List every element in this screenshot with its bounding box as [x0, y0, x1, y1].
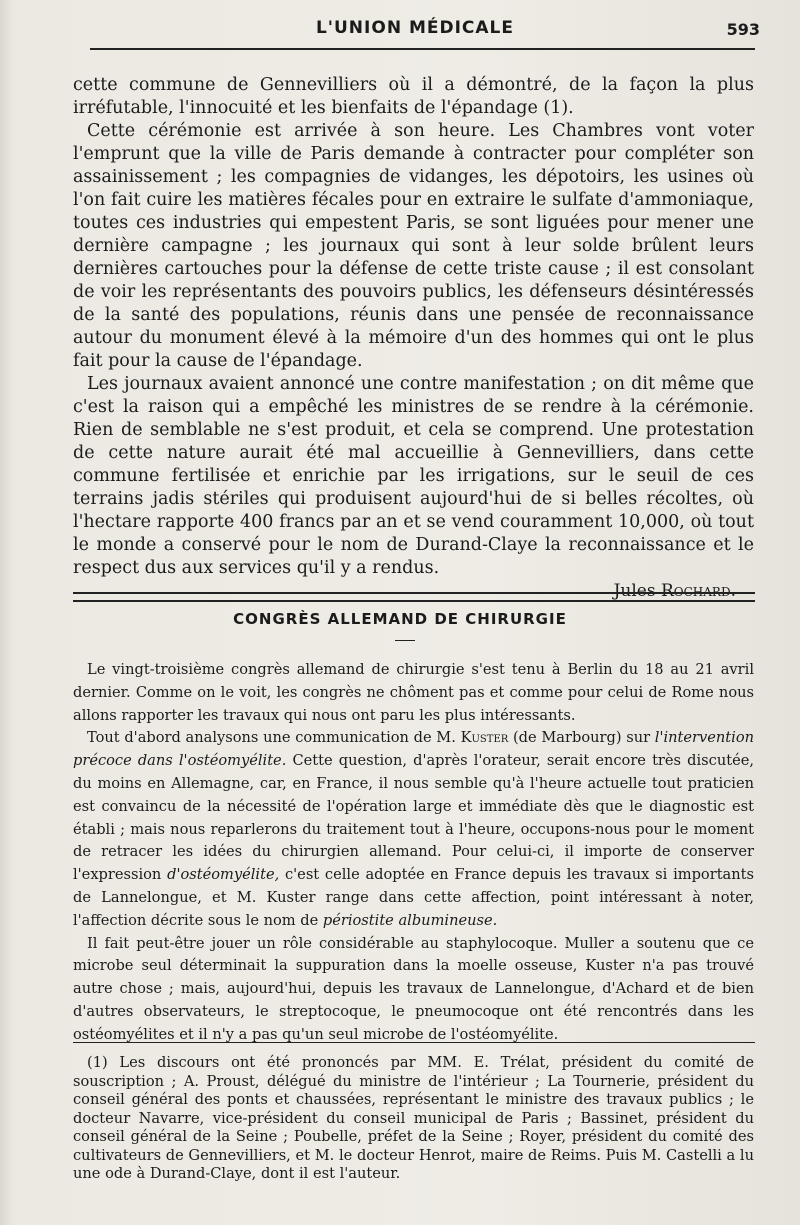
article-body	[73, 74, 754, 603]
title-underline	[395, 640, 415, 641]
footnote-rule	[73, 1042, 755, 1043]
paragraph: Le vingt-troisième congrès allemand de chirurgie s'est tenu à Berlin du 18 au 21 avril dernier. Comme on le voit, les congrès ne chôment pas et comme pour celui de Rome nous allons rapporter les travaux qui nous ont paru les plus intéressants.	[73, 661, 754, 724]
paragraph: Cette cérémonie est arrivée à son heure. Les Chambres vont voter l'emprunt que la ville de Paris demande à contracter pour compléter son assainissement ; les compagnies de vidanges, les dépotoirs, les usines où l'on fait cuire les matières fécales pour en extraire le sulfate d'ammoniaque, toutes ces industries qui empestent Paris, se sont liguées pour mener une dernière campagne ; les journaux qui sont à leur solde brûlent leurs dernières cartouches pour la défense de cette triste cause ; il est consolant de voir les représentants des pouvoirs publics, les défenseurs désintéressés de la santé des populations, réunis dans une pensée de reconnaissance autour du monument élevé à la mémoire d'un des hommes qui ont le plus fait pour la cause de l'épandage.	[73, 121, 754, 371]
italic-term: périostite albumineuse.	[322, 911, 498, 929]
paragraph: Les journaux avaient annoncé une contre manifestation ; on dit même que c'est la raison qui a empêché les ministres de se rendre à la cérémonie. Rien de semblable ne s'est produit, et cela se comprend. Une protestation de cette nature aurait été mal accueillie à Gennevilliers, dans cette commune fertilisée et enrichie par les irrigations, sur le seuil de ces terrains jadis stériles qui produisent aujourd'hui de si belles récoltes, où l'hectare rapporte 400 francs par an et se vend couramment 10,000, où tout le monde a conservé pour le nom de Durand-Claye la reconnaissance et le respect dus aux services qu'il y a rendus.	[73, 374, 754, 578]
italic-term: d'ostéomyélite,	[167, 866, 280, 884]
signature-first-name: Jules	[613, 581, 656, 601]
text-run: c'est celle adoptée en France depuis les travaux si importants de Lannelongue, et M. Kuster range dans cette affection, point intéressant à noter, l'affection décrite sous le nom de	[73, 866, 755, 929]
footnote-text: (1) Les discours ont été prononcés par MM. E. Trélat, président du comité de souscription ; A. Proust, délégué du ministre de l'intérieur ; La Tournerie, président du conseil général des ponts et chaussées, représentant le ministre des travaux publics ; le docteur Navarre, vice-président du conseil municipal de Paris ; Bassinet, président du conseil général de la Seine ; Poubelle, préfet de la Seine ; Royer, président du comité des cultivateurs de Gennevilliers, et M. le docteur Henrot, maire de Reims. Puis M. Castelli a lu une ode à Durand-Claye, dont il est l'auteur.	[73, 1054, 754, 1182]
page-header	[70, 14, 760, 44]
section-title: CONGRÈS ALLEMAND DE CHIRURGIE	[233, 610, 567, 628]
text-run: Tout d'abord analysons une communication de M.	[87, 729, 456, 747]
page-number: 593	[726, 20, 760, 39]
footnote	[73, 1054, 754, 1184]
author-name: Kuster	[460, 729, 509, 747]
text-run: (de Marbourg) sur	[512, 729, 651, 747]
section-divider	[73, 592, 755, 602]
italic-title: l'intervention précoce dans l'ostéomyélite.	[73, 729, 755, 770]
paragraph	[73, 727, 754, 932]
header-rule	[90, 48, 755, 50]
running-title: L'UNION MÉDICALE	[315, 18, 515, 38]
text-run: Cette question, d'après l'orateur, serait encore très discutée, du moins en Allemagne, car, en France, il nous semble qu'à l'heure actuelle tout praticien est convaincu de la nécessité de l'opération large et immédiate dès que le diagnostic est établi ; mais nous reparlerons du traitement tout à l'heure, occupons-nous pour le moment de retracer les idées du chirurgien allemand. Pour celui-ci, il importe de conserver l'expression	[73, 752, 754, 884]
signature-last-name: Rochard.	[660, 581, 736, 601]
paragraph: cette commune de Gennevilliers où il a démontré, de la façon la plus irréfutable, l'innocuité et les bienfaits de l'épandage (1).	[73, 75, 754, 118]
congress-article	[73, 659, 754, 1047]
paragraph: Il fait peut-être jouer un rôle considérable au staphylocoque. Muller a soutenu que ce microbe seul déterminait la suppuration dans la moelle osseuse, Kuster n'a pas trouvé autre chose ; mais, aujourd'hui, depuis les travaux de Lannelongue, d'Achard et de bien d'autres observateurs, le streptocoque, le pneumocoque ont été rencontrés dans les ostéomyélites et il n'y a pas qu'un seul microbe de l'ostéomyélite.	[73, 934, 754, 1043]
